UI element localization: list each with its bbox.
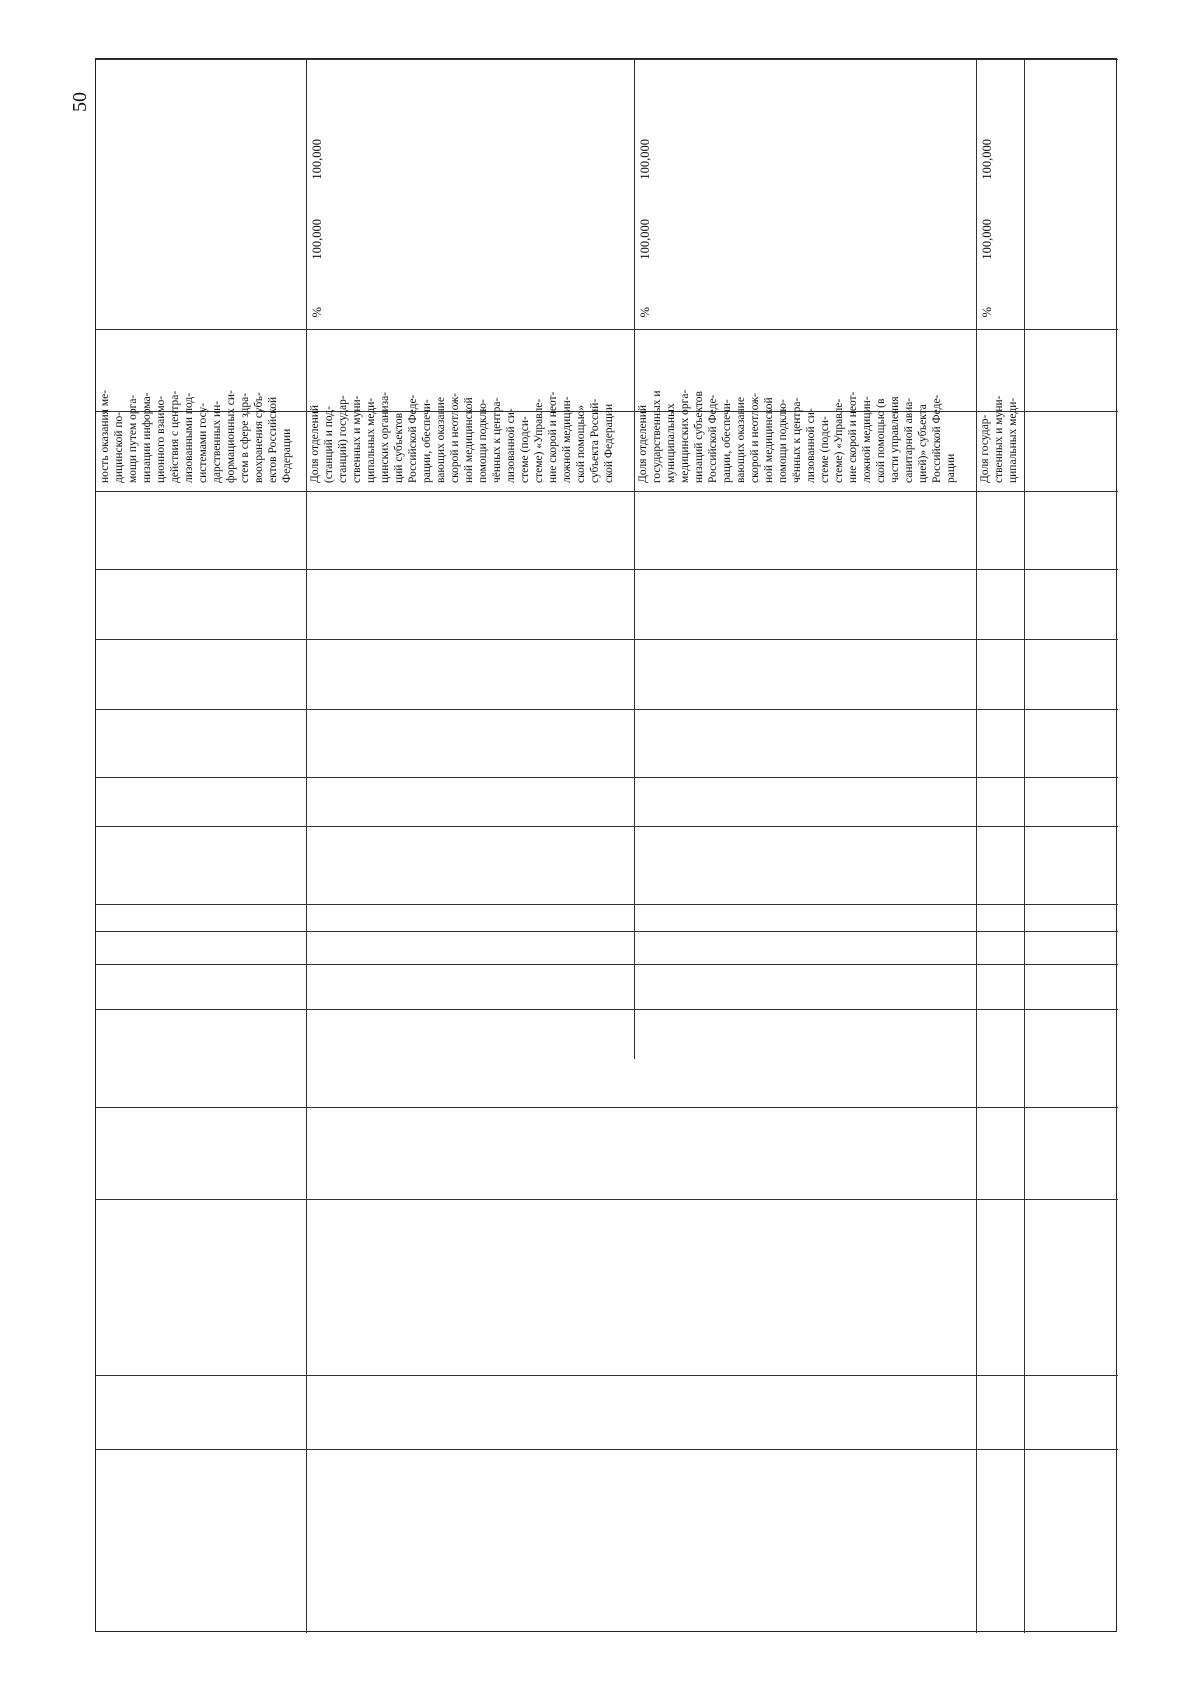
column-separator [1024,59,1025,1633]
row-separator [96,904,1118,905]
row-separator [96,329,1118,330]
row-separator [96,1375,1118,1376]
value-3a: 100,000 [638,219,652,260]
value-4a: 100,000 [980,219,994,260]
indicator-text-1: ность оказания ме- дицинской по- мощи путем орга- низации информа- ционного взаимо- действия с центра- лизованными под- системами госу- дарственных ин- формационных си- стем в сфере здра- воохранения субъ- ектов Российской Федерации [99,389,293,483]
rotated-table [95,58,1117,1632]
row-separator [96,777,1118,778]
column-separator [634,59,635,1059]
page-number: 50 [69,92,91,112]
row-separator [96,964,1118,965]
indicator-text-4: Доля государ- ственных и муни- ципальных меди- [979,395,1019,483]
column-separator [306,59,307,1633]
value-2b: 100,000 [310,139,324,180]
unit-2: % [310,307,324,318]
row-separator [96,569,1118,570]
indicator-text-3: Доля отделений государственных и муниципальных медицинских орга- низаций субъектов Российской Феде- рации, обеспечи- вающих оказание скорой и неотлож- ной медицинской помощи подклю- чённых к центра- лизованной си- стеме (подси- стеме) «Управле- ние скорой и неот- ложной медицин- ской помощью (в части управления санитарной авиа- цией)» субъекта Российской Феде- рации [637,389,957,483]
value-2a: 100,000 [310,219,324,260]
row-separator [96,1009,1118,1010]
value-3b: 100,000 [638,139,652,180]
row-separator [96,931,1118,932]
row-separator [96,826,1118,827]
row-separator [96,491,1118,492]
row-separator [96,1199,1118,1200]
row-separator [96,1449,1118,1450]
unit-3: % [638,307,652,318]
indicator-text-2: Доля отделений (станций и под- станций) государ- ственных и муни- ципальных меди- цинских организа- ций субъектов Российской Феде- рации, обеспечи- вающих оказание скорой и неотлож- ной медицинской помощи подклю- чённых к центра- лизованной си- стеме (подси- стеме) «Управле- ние скорой и неот- ложной медицин- ской помощью» субъекта Россий- ской Федерации [309,391,615,483]
row-separator [96,709,1118,710]
value-4b: 100,000 [980,139,994,180]
column-separator [976,59,977,1633]
row-separator [96,59,1118,60]
row-separator [96,639,1118,640]
unit-4: % [980,307,994,318]
row-separator [96,1107,1118,1108]
